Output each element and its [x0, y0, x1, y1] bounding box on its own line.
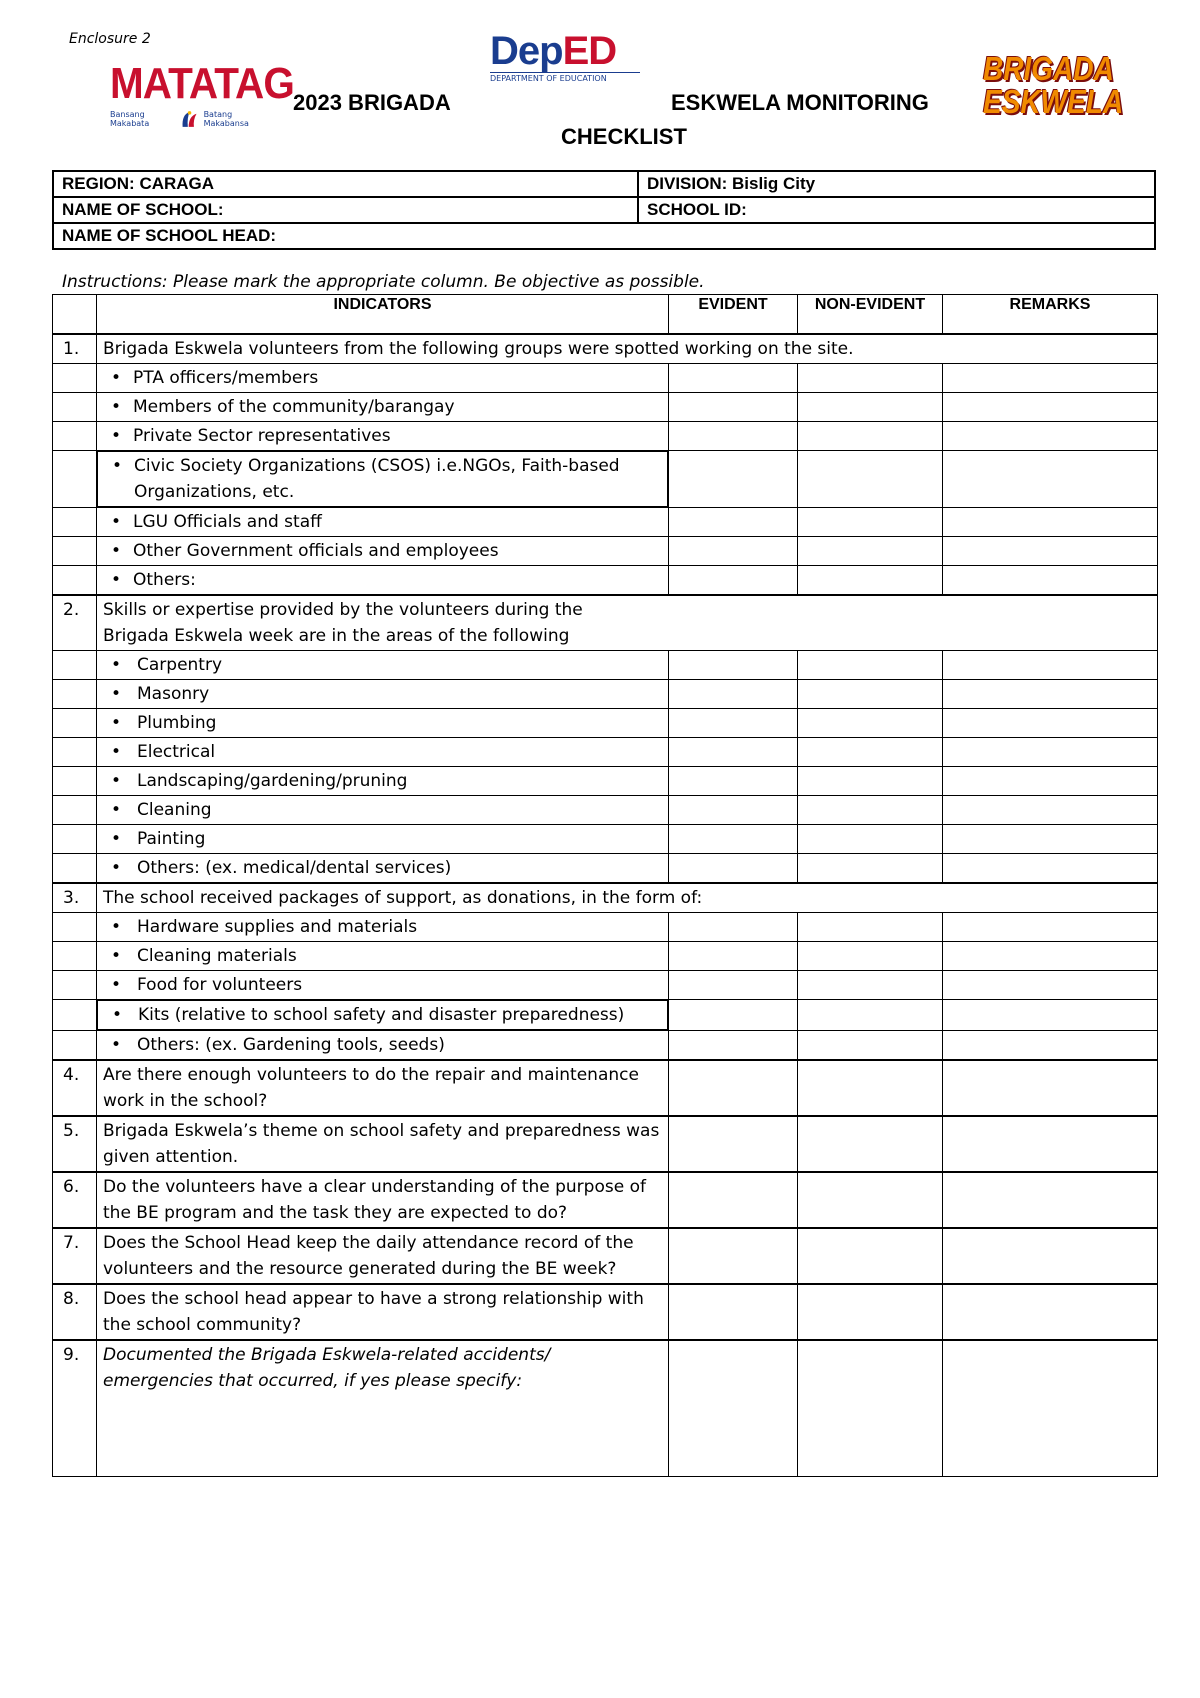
- remarks-cell[interactable]: [943, 393, 1158, 422]
- header-number: [53, 295, 97, 335]
- non-evident-cell[interactable]: [798, 825, 943, 854]
- non-evident-cell[interactable]: [798, 971, 943, 1000]
- indicator-row: • Kits (relative to school safety and disaster preparedness): [53, 1000, 1158, 1031]
- question-text: Does the School Head keep the daily attendance record of the volunteers and the resource generated during the BE week?: [97, 1228, 669, 1284]
- school-name-field[interactable]: NAME OF SCHOOL:: [53, 197, 638, 223]
- enclosure-label: Enclosure 2: [69, 31, 151, 47]
- non-evident-cell[interactable]: [798, 393, 943, 422]
- non-evident-cell[interactable]: [798, 651, 943, 680]
- evident-cell[interactable]: [669, 393, 798, 422]
- remarks-cell[interactable]: [943, 1284, 1158, 1340]
- indicator-label: LGU Officials and staff: [133, 512, 322, 532]
- remarks-cell[interactable]: [943, 854, 1158, 884]
- section-number: 8.: [53, 1284, 97, 1340]
- non-evident-cell[interactable]: [798, 1172, 943, 1228]
- section-text: The school received packages of support, as donations, in the form of:: [97, 883, 1158, 913]
- remarks-cell[interactable]: [943, 1031, 1158, 1061]
- matatag-wordmark: MATATAG: [110, 59, 294, 108]
- non-evident-cell[interactable]: [798, 767, 943, 796]
- indicator-label: Others: (ex. medical/dental services): [137, 858, 452, 878]
- remarks-cell[interactable]: [943, 537, 1158, 566]
- evident-cell[interactable]: [669, 738, 798, 767]
- section-text: Skills or expertise provided by the volunteers during the Brigada Eskwela week are in the areas of the following: [97, 595, 1158, 651]
- indicator-label: Food for volunteers: [137, 975, 303, 995]
- non-evident-cell[interactable]: [798, 913, 943, 942]
- brigada-logo-line1: BRIGADA: [983, 50, 1114, 87]
- instructions: Instructions: Please mark the appropriate column. Be objective as possible.: [62, 272, 705, 292]
- matatag-logo: [110, 59, 294, 130]
- evident-cell[interactable]: [669, 451, 798, 508]
- evident-cell[interactable]: [669, 1031, 798, 1061]
- school-head-field[interactable]: NAME OF SCHOOL HEAD:: [53, 223, 1155, 249]
- evident-cell[interactable]: [669, 971, 798, 1000]
- indicator-label: Others:: [133, 570, 196, 590]
- school-info-table: [52, 170, 1156, 250]
- remarks-cell[interactable]: [943, 451, 1158, 508]
- indicator-row: • Cleaning materials: [53, 942, 1158, 971]
- non-evident-cell[interactable]: [798, 680, 943, 709]
- section-number: 2.: [53, 595, 97, 651]
- indicator-label: Private Sector representatives: [133, 426, 391, 446]
- question-row: [53, 1284, 1158, 1340]
- indicator-row: • Landscaping/gardening/pruning: [53, 767, 1158, 796]
- indicator-label: Hardware supplies and materials: [137, 917, 418, 937]
- indicator-row: • Civic Society Organizations (CSOS) i.e.NGOs, Faith-based Organizations, etc.: [53, 451, 1158, 508]
- deped-wordmark: DepED: [490, 29, 617, 73]
- remarks-cell[interactable]: [943, 508, 1158, 537]
- question-text: Does the school head appear to have a strong relationship with the school community?: [97, 1284, 669, 1340]
- non-evident-cell[interactable]: [798, 796, 943, 825]
- header-non-evident: NON-EVIDENT: [798, 295, 943, 335]
- question-row: [53, 1340, 1158, 1476]
- non-evident-cell[interactable]: [798, 1031, 943, 1061]
- remarks-cell[interactable]: [943, 767, 1158, 796]
- remarks-cell[interactable]: [943, 1228, 1158, 1284]
- question-row: [53, 1228, 1158, 1284]
- indicator-label: Members of the community/barangay: [133, 397, 455, 417]
- evident-cell[interactable]: [669, 651, 798, 680]
- remarks-cell[interactable]: [943, 825, 1158, 854]
- indicator-label: Kits (relative to school safety and disaster preparedness): [138, 1005, 625, 1025]
- indicator-label: Others: (ex. Gardening tools, seeds): [137, 1035, 445, 1055]
- non-evident-cell[interactable]: [798, 1116, 943, 1172]
- school-id-field[interactable]: SCHOOL ID:: [638, 197, 1155, 223]
- section-number: 1.: [53, 334, 97, 364]
- indicator-label: Plumbing: [137, 713, 217, 733]
- question-text: Are there enough volunteers to do the repair and maintenance work in the school?: [97, 1060, 669, 1116]
- evident-cell[interactable]: [669, 537, 798, 566]
- remarks-cell[interactable]: [943, 971, 1158, 1000]
- region-field: REGION: CARAGA: [53, 171, 638, 197]
- remarks-cell[interactable]: [943, 422, 1158, 451]
- indicator-row: • LGU Officials and staff: [53, 508, 1158, 537]
- non-evident-cell[interactable]: [798, 1284, 943, 1340]
- header-evident: EVIDENT: [669, 295, 798, 335]
- remarks-cell[interactable]: [943, 364, 1158, 393]
- remarks-cell[interactable]: [943, 796, 1158, 825]
- indicator-label: Other Government officials and employees: [133, 541, 499, 561]
- remarks-cell[interactable]: [943, 709, 1158, 738]
- brigada-eskwela-logo: [983, 50, 1124, 120]
- matatag-emblem-icon: [180, 108, 199, 130]
- title-part-1: 2023 BRIGADA: [293, 90, 451, 115]
- evident-cell[interactable]: [669, 422, 798, 451]
- question-text: Documented the Brigada Eskwela-related accidents/ emergencies that occurred, if yes please specify:: [97, 1340, 669, 1476]
- non-evident-cell[interactable]: [798, 364, 943, 393]
- section-number: 3.: [53, 883, 97, 913]
- section-text: Brigada Eskwela volunteers from the following groups were spotted working on the site.: [97, 334, 1158, 364]
- section-number: 4.: [53, 1060, 97, 1116]
- remarks-cell[interactable]: [943, 1000, 1158, 1031]
- non-evident-cell[interactable]: [798, 738, 943, 767]
- non-evident-cell[interactable]: [798, 566, 943, 596]
- evident-cell[interactable]: [669, 566, 798, 596]
- evident-cell[interactable]: [669, 1172, 798, 1228]
- header-remarks: REMARKS: [943, 295, 1158, 335]
- question-row: [53, 1116, 1158, 1172]
- remarks-cell[interactable]: [943, 942, 1158, 971]
- evident-cell[interactable]: [669, 1116, 798, 1172]
- brigada-logo-line2: ESKWELA: [983, 83, 1124, 120]
- non-evident-cell[interactable]: [798, 451, 943, 508]
- indicator-row: • Food for volunteers: [53, 971, 1158, 1000]
- remarks-cell[interactable]: [943, 1116, 1158, 1172]
- evident-cell[interactable]: [669, 1060, 798, 1116]
- indicator-label: PTA officers/members: [133, 368, 319, 388]
- question-text: Brigada Eskwela’s theme on school safety and preparedness was given attention.: [97, 1116, 669, 1172]
- matatag-tagline-right: Batang Makabansa: [203, 110, 249, 128]
- non-evident-cell[interactable]: [798, 508, 943, 537]
- matatag-tagline-left: Bansang Makabata: [110, 110, 150, 128]
- indicator-label: Carpentry: [137, 655, 223, 675]
- section-row: [53, 334, 1158, 364]
- question-row: [53, 1172, 1158, 1228]
- evident-cell[interactable]: [669, 1228, 798, 1284]
- remarks-cell[interactable]: [943, 1060, 1158, 1116]
- indicator-row: • Others: (ex. Gardening tools, seeds): [53, 1031, 1158, 1061]
- title-part-2: ESKWELA MONITORING: [671, 90, 929, 115]
- non-evident-cell[interactable]: [798, 942, 943, 971]
- indicator-row: • Private Sector representatives: [53, 422, 1158, 451]
- indicator-row: • Cleaning: [53, 796, 1158, 825]
- indicator-row: • Painting: [53, 825, 1158, 854]
- indicator-label: Civic Society Organizations (CSOS) i.e.NGOs, Faith-based Organizations, etc.: [134, 456, 620, 502]
- evident-cell[interactable]: [669, 942, 798, 971]
- evident-cell[interactable]: [669, 680, 798, 709]
- indicator-row: • Other Government officials and employees: [53, 537, 1158, 566]
- non-evident-cell[interactable]: [798, 422, 943, 451]
- evident-cell[interactable]: [669, 364, 798, 393]
- deped-subtitle: DEPARTMENT OF EDUCATION: [490, 72, 640, 83]
- non-evident-cell[interactable]: [798, 1340, 943, 1476]
- evident-cell[interactable]: [669, 796, 798, 825]
- section-number: 6.: [53, 1172, 97, 1228]
- section-row: [53, 595, 1158, 651]
- indicator-row: • Electrical: [53, 738, 1158, 767]
- evident-cell[interactable]: [669, 825, 798, 854]
- remarks-cell[interactable]: [943, 1172, 1158, 1228]
- title-part-3: CHECKLIST: [561, 124, 687, 149]
- indicator-label: Landscaping/gardening/pruning: [137, 771, 408, 791]
- indicator-label: Masonry: [137, 684, 210, 704]
- indicator-row: • Masonry: [53, 680, 1158, 709]
- indicator-row: • Members of the community/barangay: [53, 393, 1158, 422]
- non-evident-cell[interactable]: [798, 709, 943, 738]
- deped-logo: [490, 30, 650, 83]
- header-indicators: INDICATORS: [97, 295, 669, 335]
- evident-cell[interactable]: [669, 767, 798, 796]
- evident-cell[interactable]: [669, 508, 798, 537]
- indicator-row: • Others:: [53, 566, 1158, 596]
- remarks-cell[interactable]: [943, 566, 1158, 596]
- section-number: 5.: [53, 1116, 97, 1172]
- checklist-header: [53, 295, 1158, 335]
- remarks-cell[interactable]: [943, 913, 1158, 942]
- evident-cell[interactable]: [669, 1340, 798, 1476]
- section-number: 9.: [53, 1340, 97, 1476]
- non-evident-cell[interactable]: [798, 1228, 943, 1284]
- indicator-label: Electrical: [137, 742, 216, 762]
- evident-cell[interactable]: [669, 709, 798, 738]
- indicator-label: Cleaning: [137, 800, 212, 820]
- question-text: Do the volunteers have a clear understanding of the purpose of the BE program and the task they are expected to do?: [97, 1172, 669, 1228]
- evident-cell[interactable]: [669, 1000, 798, 1031]
- section-row: [53, 883, 1158, 913]
- indicator-row: • Others: (ex. medical/dental services): [53, 854, 1158, 884]
- matatag-tagline: [110, 108, 270, 130]
- section-number: 7.: [53, 1228, 97, 1284]
- indicator-row: • Plumbing: [53, 709, 1158, 738]
- evident-cell[interactable]: [669, 1284, 798, 1340]
- non-evident-cell[interactable]: [798, 1000, 943, 1031]
- indicator-row: • PTA officers/members: [53, 364, 1158, 393]
- remarks-cell[interactable]: [943, 1340, 1158, 1476]
- indicator-label: Cleaning materials: [137, 946, 297, 966]
- division-field: DIVISION: Bislig City: [638, 171, 1155, 197]
- non-evident-cell[interactable]: [798, 854, 943, 884]
- remarks-cell[interactable]: [943, 680, 1158, 709]
- checklist-table: [52, 294, 1158, 1477]
- evident-cell[interactable]: [669, 913, 798, 942]
- remarks-cell[interactable]: [943, 738, 1158, 767]
- remarks-cell[interactable]: [943, 651, 1158, 680]
- indicator-row: • Hardware supplies and materials: [53, 913, 1158, 942]
- indicator-label: Painting: [137, 829, 206, 849]
- evident-cell[interactable]: [669, 854, 798, 884]
- indicator-row: • Carpentry: [53, 651, 1158, 680]
- non-evident-cell[interactable]: [798, 537, 943, 566]
- question-row: [53, 1060, 1158, 1116]
- non-evident-cell[interactable]: [798, 1060, 943, 1116]
